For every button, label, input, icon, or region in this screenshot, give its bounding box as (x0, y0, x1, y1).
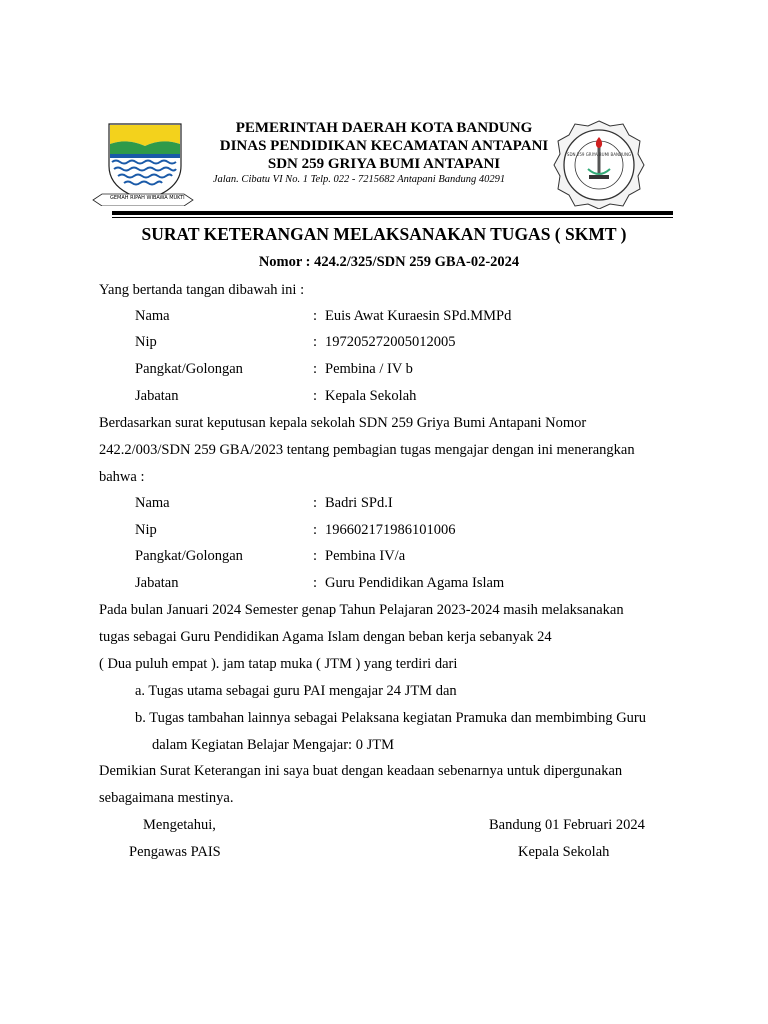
colon: : (313, 522, 318, 538)
colon: : (313, 334, 318, 350)
colon: : (313, 388, 318, 404)
school-name: SDN 259 GRIYA BUMI ANTAPANI (267, 156, 501, 172)
task-item-b-continued: dalam Kegiatan Belajar Mengajar: 0 JTM (152, 737, 394, 753)
signer-value-nip: 197205272005012005 (325, 334, 456, 350)
subject-value-rank: Pembina IV/a (325, 548, 406, 564)
emblem-text: SDN 259 GRIYA BUMI BANDUNG (566, 152, 632, 157)
signer-label-position: Jabatan (135, 388, 179, 404)
document-title: SURAT KETERANGAN MELAKSANAKAN TUGAS ( SKMT ) (141, 224, 627, 244)
signer-label-rank: Pangkat/Golongan (135, 361, 243, 377)
colon: : (313, 495, 318, 511)
signer-value-name: Euis Awat Kuraesin SPd.MMPd (325, 308, 512, 324)
school-address: Jalan. Cibatu VI No. 1 Telp. 022 - 7215682 Antapani Bandung 40291 (212, 174, 506, 185)
basis-line: bahwa : (99, 469, 145, 485)
supervisor-title: Pengawas PAIS (129, 844, 221, 860)
government-name: PEMERINTAH DAERAH KOTA BANDUNG (235, 120, 533, 136)
body-line: ( Dua puluh empat ). jam tatap muka ( JTM ) yang terdiri dari (99, 656, 458, 672)
colon: : (313, 548, 318, 564)
closing-line: Demikian Surat Keterangan ini saya buat dengan keadaan sebenarnya untuk dipergunakan (99, 763, 623, 779)
acknowledged-label: Mengetahui, (143, 817, 216, 833)
signer-value-position: Kepala Sekolah (325, 388, 417, 404)
body-line: tugas sebagai Guru Pendidikan Agama Islam dengan beban kerja sebanyak 24 (99, 629, 552, 645)
school-emblem-logo (553, 119, 645, 209)
place-date: Bandung 01 Februari 2024 (489, 817, 645, 833)
signer-value-rank: Pembina / IV b (325, 361, 413, 377)
subject-value-nip: 196602171986101006 (325, 522, 456, 538)
colon: : (313, 308, 318, 324)
headmaster-title: Kepala Sekolah (518, 844, 610, 860)
header-divider-thin (112, 217, 673, 218)
task-item-b: b. Tugas tambahan lainnya sebagai Pelaksana kegiatan Pramuka dan membimbing Guru (135, 710, 647, 726)
colon: : (313, 361, 318, 377)
signer-label-nip: Nip (135, 334, 157, 350)
intro-text: Yang bertanda tangan dibawah ini : (99, 282, 305, 298)
closing-line: sebagaimana mestinya. (99, 790, 234, 806)
colon: : (313, 575, 318, 591)
subject-value-name: Badri SPd.I (325, 495, 393, 511)
document-number: Nomor : 424.2/325/SDN 259 GBA-02-2024 (258, 254, 520, 270)
subject-label-position: Jabatan (135, 575, 179, 591)
subject-label-rank: Pangkat/Golongan (135, 548, 243, 564)
subject-value-position: Guru Pendidikan Agama Islam (325, 575, 505, 591)
body-line: Pada bulan Januari 2024 Semester genap Tahun Pelajaran 2023-2024 masih melaksanakan (99, 602, 624, 618)
basis-line: 242.2/003/SDN 259 GBA/2023 tentang pembagian tugas mengajar dengan ini menerangkan (99, 442, 635, 458)
signer-label-name: Nama (135, 308, 170, 324)
subject-label-name: Nama (135, 495, 170, 511)
task-item-a: a. Tugas utama sebagai guru PAI mengajar 24 JTM dan (135, 683, 457, 699)
crest-ribbon-text: GEMAH RIPAH WIBAWA MUKTI (110, 195, 185, 201)
subject-label-nip: Nip (135, 522, 157, 538)
header-divider-thick (112, 211, 673, 215)
basis-line: Berdasarkan surat keputusan kepala sekolah SDN 259 Griya Bumi Antapani Nomor (99, 415, 587, 431)
department-name: DINAS PENDIDIKAN KECAMATAN ANTAPANI (219, 138, 549, 154)
